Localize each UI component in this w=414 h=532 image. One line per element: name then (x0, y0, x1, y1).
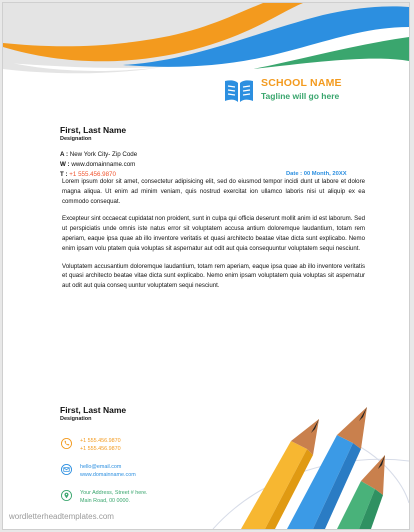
pencils-illustration (203, 383, 409, 529)
footer-email[interactable]: hello@email.com (80, 464, 122, 470)
web-value[interactable]: www.domainname.com (71, 161, 136, 168)
phone-icon (61, 438, 72, 449)
footer-phone-1[interactable]: +1 555.456.9870 (80, 438, 121, 444)
body-paragraph-3: Voluptatem accusantium doloremque laudantium, totam rem aperiam, eaque ipsa quae ab illo inventore veritatis et quasi architecto beatae vitae dicta sunt explicabo. Nemo enim ipsam voluptatem quia voluptas sit aspernatur aut odit aut quia conseq uuntur voluptatem sequi nesciunt. (62, 262, 365, 290)
address-label: A : (60, 151, 69, 158)
signature-designation: Designation (60, 416, 92, 422)
footer-website[interactable]: www.domainname.com (80, 472, 136, 478)
footer-address-text (80, 489, 148, 505)
location-pin-icon (61, 490, 72, 501)
footer-address-2: Main Road, 00 0000. (80, 498, 131, 504)
body-paragraph-2: Excepteur sint occaecat cupidatat non proident, sunt in culpa qui officia deserunt mollit anim id est laborum. Sed ut perspiciatis unde omnis iste natus error sit voluptatem accusa antium doloremque laudantium, totam rem aperiam, eaque ipsa quae ab illo inventore veritatis et quasi architecto beatae vitae dicta sunt explicabo. Nemo enim ipsam volu ptatem quia voluptas sit aspernatur aut odit aut quia consequuntur voluptatem sequi nesciunt. (62, 215, 365, 252)
body-paragraph-1: Lorem ipsum dolor sit amet, consectetur adipisicing elit, sed do eiusmod tempor incidi dunt ut labore et dolore magna aliqua. Ut enim ad minim veniam, quis nostrud exercitat ion ullamco laboris nisi ut aliquip ex ea commodo consequat. (62, 178, 365, 205)
letterhead-page (3, 3, 409, 529)
footer-phone-2[interactable]: +1 555.456.9870 (80, 446, 121, 452)
footer-address-1: Your Address, Street # here. (80, 490, 148, 496)
address-line (60, 150, 360, 160)
signature-name: First, Last Name (60, 405, 127, 415)
school-name: SCHOOL NAME (261, 77, 342, 89)
letter-date: Date : 00 Month, 20XX (286, 171, 347, 177)
school-tagline: Tagline will go here (261, 91, 340, 101)
tel-label: T : (60, 171, 68, 178)
footer-phone-text (80, 437, 121, 453)
footer-email-text (80, 463, 136, 479)
site-watermark: wordletterheadtemplates.com (9, 512, 114, 521)
open-book-icon (223, 75, 255, 107)
web-label: W : (60, 161, 70, 168)
sender-designation: Designation (60, 136, 92, 142)
sender-name: First, Last Name (60, 125, 127, 135)
letter-body (62, 177, 365, 299)
school-logo (223, 75, 373, 109)
web-line (60, 160, 360, 170)
tel-value[interactable]: +1 555.456.9870 (69, 171, 116, 178)
address-value: New York City- Zip Code (69, 151, 138, 158)
email-icon (61, 464, 72, 475)
